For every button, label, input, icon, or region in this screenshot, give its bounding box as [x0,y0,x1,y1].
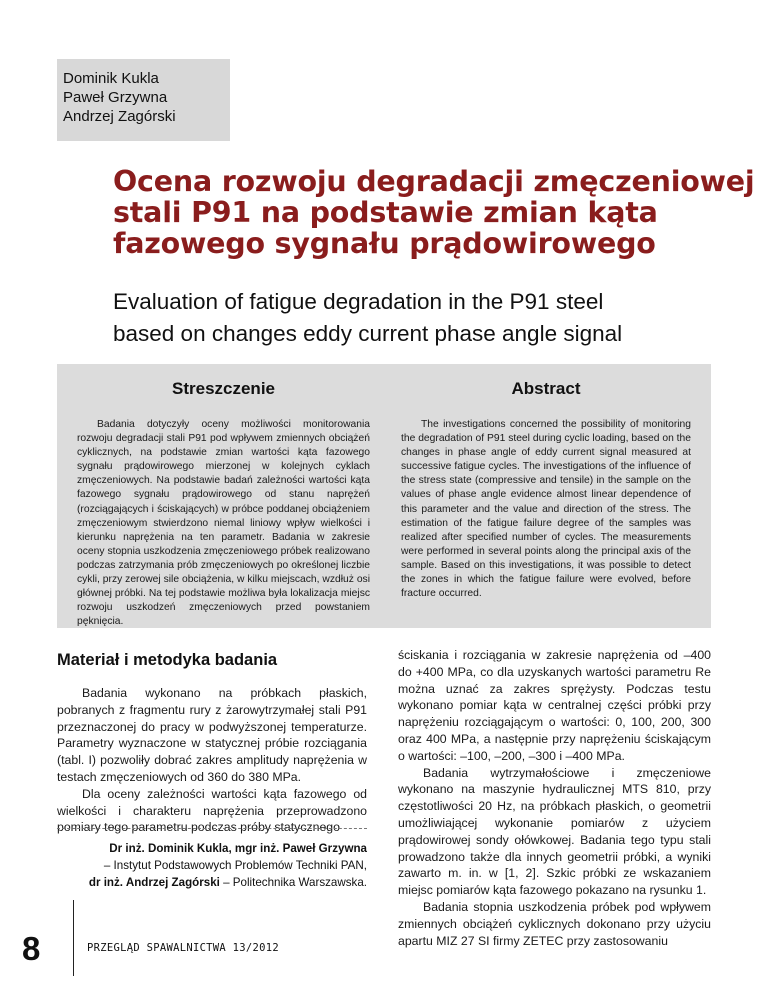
abstract-heading: Streszczenie [172,379,275,398]
title-polish [113,165,755,260]
body-paragraph: Badania wykonano na próbkach płaskich, pobranych z fragmentu rury z żarowytrzymałej stali P91 przeznaczonej do pracy w podwyższonej temperaturze. Parametry wyznaczone w statycznej próbie rozciągania (tabl. I) pozwoliły dobrać zakres amplitudy naprężenia w testach zmęczeniowych od 360 do 380 MPa. [57,686,367,784]
title-line: stali P91 na podstawie zmian kąta [113,196,658,229]
author-box [57,59,230,141]
page-number: 8 [22,930,41,967]
author-name: Andrzej Zagórski [63,108,176,125]
section-heading: Materiał i metodyka badania [57,651,278,669]
author-name: Dominik Kukla [63,70,159,87]
abstract-text: Badania dotyczyły oceny możliwości monitorowania rozwoju degradacji stali P91 pod wpływem zmiennych obciążeń cyklicznych, na podstawie zmian wartości kąta fazowego sygnału prądowirowego mierzonej w kolejnych cyklach zmęczeniowych. Na podstawie badań zależności wartości kąta fazowego sygnału prądowirowego od stanu naprężeń (rozciągających i ściskających) w próbce poddanej obciążeniem zmęczeniowym stwierdzono niemal liniowy wpływ wielkości i kierunku naprężenia na ten parametr. Badania w zakresie oceny stopnia uszkodzenia zmęczeniowego próbek realizowano podczas zatrzymania prób zmęczeniowych po określonej liczbie cykli, przy zerowej sile obciążenia, w kilku miejscach, wzdłuż osi głównej próbki. Na tej podstawie możliwa była lokalizacja miejsc rozwoju uszkodzeń zmęczeniowych przed powstaniem pęknięcia. [77,419,370,628]
body-paragraph: Dla oceny zależności wartości kąta fazowego od wielkości i charakteru naprężenia przeprowadzono pomiary tego parametru podczas próby statycznego [57,786,367,835]
affiliation-divider [57,828,367,829]
title-line: fazowego sygnału prądowirowego [113,227,656,260]
affiliation-university: – Politechnika Warszawska. [219,876,367,889]
body-paragraph: ściskania i rozciągania w zakresie naprężenia od –400 do +400 MPa, co dla uzyskanych wartości parametru Re można uznać za zakres sprężysty. Podczas testu wykonano pomiar kąta w centralnej części próbki przy naprężeniu rozciągającym o wartości: 0, 100, 200, 300 oraz 400 MPa, a następnie przy naprężeniu ściskającym o wartości: –100, –200, –300 i –400 MPa. [398,648,711,763]
body-column-right [398,647,711,949]
abstract-polish [77,364,370,629]
affiliation-institute: – Instytut Podstawowych Problemów Techniki PAN, [103,859,367,872]
body-column-left [57,685,367,836]
abstract-text: The investigations concerned the possibility of monitoring the degradation of P91 steel during cyclic loading, based on the changes in phase angle of eddy current signal measured at successive fatigue cycles. The investigations of the influence of the stress state (compressive and tensile) in the sample on the values of phase angle evidence almost linear dependence of this parameter and the value and direction of the stress. The estimation of the fatigue failure degree of the samples was realized after specified number of cycles. The measurements were performed in several points along the principal axis of the sample. Based on this investigations, it was possible to detect the zones in which the fatigue failure were evolved, before fracture occurred. [401,419,691,600]
title-english [113,286,733,350]
body-paragraph: Badania wytrzymałościowe i zmęczeniowe wykonano na maszynie hydraulicznej MTS 810, przy częstotliwości 20 Hz, na próbkach płaskich, o geometrii umożliwiającej wykonanie pomiarów z użyciem prądowirowej sondy ołówkowej. Badania tego typu stali prowadzono także dla innych geometrii próbki, a wyniki zawarto m. in. w [1, 2]. Szkic próbki ze wskazaniem miejsc pomiarów kąta fazowego pokazano na rysunku 1. [398,765,711,898]
abstract-box [57,364,711,628]
journal-footer: PRZEGLĄD SPAWALNICTWA 13/2012 [87,942,280,954]
author-affiliation [57,840,367,891]
title-line: Ocena rozwoju degradacji zmęczeniowej [113,165,755,198]
footer-divider [73,900,74,976]
title-line: Evaluation of fatigue degradation in the P91 steel [113,289,604,314]
body-paragraph: Badania stopnia uszkodzenia próbek pod wpływem zmiennych obciążeń cyklicznych dokonano przy użyciu apartu MIZ 27 SI firmy ZETEC przy zastosowaniu [398,899,711,948]
author-name: Paweł Grzywna [63,89,168,106]
affiliation-authors: Dr inż. Dominik Kukla, mgr inż. Paweł Grzywna [109,842,367,855]
abstract-heading: Abstract [511,379,581,398]
abstract-english [401,364,691,601]
title-line: based on changes eddy current phase angle signal [113,321,623,346]
affiliation-author: dr inż. Andrzej Zagórski [88,876,220,889]
